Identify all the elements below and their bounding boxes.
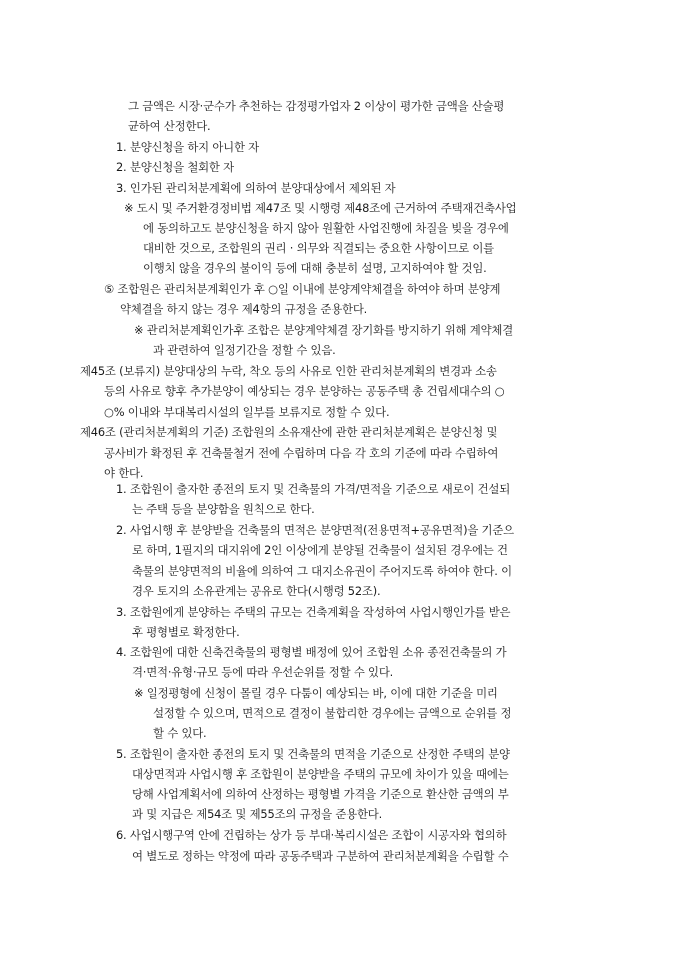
text-line: 2. 분양신청을 철회한 자 xyxy=(116,160,234,174)
note-line: 할 수 있다. xyxy=(153,726,207,740)
text-line: ⑤ 조합원은 관리처분계획인가 후 ○일 이내에 분양계약체결을 하여야 하며 분양계 xyxy=(104,282,501,296)
text-line: 경우 토지의 소유관계는 공유로 한다(시행령 52조). xyxy=(132,584,381,598)
note-line: 에 동의하고도 분양신청을 하지 않아 원활한 사업진행에 차질을 빚을 경우에 xyxy=(143,221,509,235)
text-line: 3. 조합원에게 분양하는 주택의 규모는 건축계획을 작성하여 사업시행인가를 받은 xyxy=(116,605,511,619)
text-line: 그 금액은 시장·군수가 추천하는 감정평가업자 2 이상이 평가한 금액을 산술평 xyxy=(128,99,505,113)
text-line: 야 한다. xyxy=(104,466,144,480)
note-line: ※ 관리처분계획인가후 조합은 분양계약체결 장기화를 방지하기 위해 계약체결 xyxy=(134,323,513,337)
text-line: 2. 사업시행 후 분양받을 건축물의 면적은 분양면적(전용면적+공유면적)을 기준으 xyxy=(116,523,514,537)
text-line: 1. 분양신청을 하지 아니한 자 xyxy=(116,140,259,154)
text-line: 여 별도로 정하는 약정에 따라 공동주택과 구분하여 관리처분계획을 수립할 수 xyxy=(132,849,509,863)
text-line: 6. 사업시행구역 안에 건립하는 상가 등 부대·복리시설은 조합이 시공자와 협의하 xyxy=(116,828,507,842)
text-line: 공사비가 확정된 후 건축물철거 전에 수립하며 다음 각 호의 기준에 따라 수립하여 xyxy=(104,446,499,460)
article-heading-46: 제46조 (관리처분계획의 기준) 조합원의 소유재산에 관한 관리처분계획은 분양신청 및 xyxy=(80,425,498,439)
text-line: 축물의 분양면적의 비율에 의하여 그 대지소유권이 주어지도록 하여야 한다. 이 xyxy=(132,564,512,578)
text-line: 는 주택 등을 분양함을 원칙으로 한다. xyxy=(132,502,315,516)
text-line: 4. 조합원에 대한 신축건축물의 평형별 배정에 있어 조합원 소유 종전건축물의 가 xyxy=(116,645,507,659)
article-heading-45: 제45조 (보류지) 분양대상의 누락, 착오 등의 사유로 인한 관리처분계획의 변경과 소송 xyxy=(80,364,497,378)
text-line: 과 및 지급은 제54조 및 제55조의 규정을 준용한다. xyxy=(132,807,383,821)
text-line: 격·면적·유형·규모 등에 따라 우선순위를 정할 수 있다. xyxy=(132,665,394,679)
note-line: 이행치 않을 경우의 불이익 등에 대해 충분히 설명, 고지하여야 할 것임. xyxy=(143,261,487,275)
text-line: 후 평형별로 확정한다. xyxy=(132,625,240,639)
text-line: 당해 사업계획서에 의하여 산정하는 평형별 가격을 기준으로 환산한 금액의 부 xyxy=(132,787,509,801)
text-line: ○% 이내와 부대복리시설의 일부를 보류지로 정할 수 있다. xyxy=(104,405,390,419)
text-line: 5. 조합원이 출자한 종전의 토지 및 건축물의 면적을 기준으로 산정한 주택의 분양 xyxy=(116,747,510,761)
note-line: 대비한 것으로, 조합원의 권리 · 의무와 직결되는 중요한 사항이므로 이를 xyxy=(143,241,494,255)
text-line: 균하여 산정한다. xyxy=(128,119,211,133)
note-line: ※ 도시 및 주거환경정비법 제47조 및 시행령 제48조에 근거하여 주택재건축사업 xyxy=(124,201,517,215)
note-line: 설정할 수 있으며, 면적으로 결정이 불합리한 경우에는 금액으로 순위를 정 xyxy=(153,706,512,720)
text-line: 등의 사유로 향후 추가분양이 예상되는 경우 분양하는 공동주택 총 건립세대수의 ○ xyxy=(104,384,505,398)
text-line: 3. 인가된 관리처분계획에 의하여 분양대상에서 제외된 자 xyxy=(116,181,396,195)
note-line: ※ 일정평형에 신청이 몰릴 경우 다툼이 예상되는 바, 이에 대한 기준을 미리 xyxy=(134,686,498,700)
text-line: 약체결을 하지 않는 경우 제4항의 규정을 준용한다. xyxy=(120,302,368,316)
text-line: 1. 조합원이 출자한 종전의 토지 및 건축물의 가격/면적을 기준으로 새로이 건설되 xyxy=(116,482,511,496)
text-line: 로 하며, 1필지의 대지위에 2인 이상에게 분양될 건축물이 설치된 경우에는 건 xyxy=(132,543,508,557)
text-line: 대상면적과 사업시행 후 조합원이 분양받을 주택의 규모에 차이가 있을 때에는 xyxy=(132,767,509,781)
note-line: 과 관련하여 일정기간을 정할 수 있음. xyxy=(153,343,336,357)
